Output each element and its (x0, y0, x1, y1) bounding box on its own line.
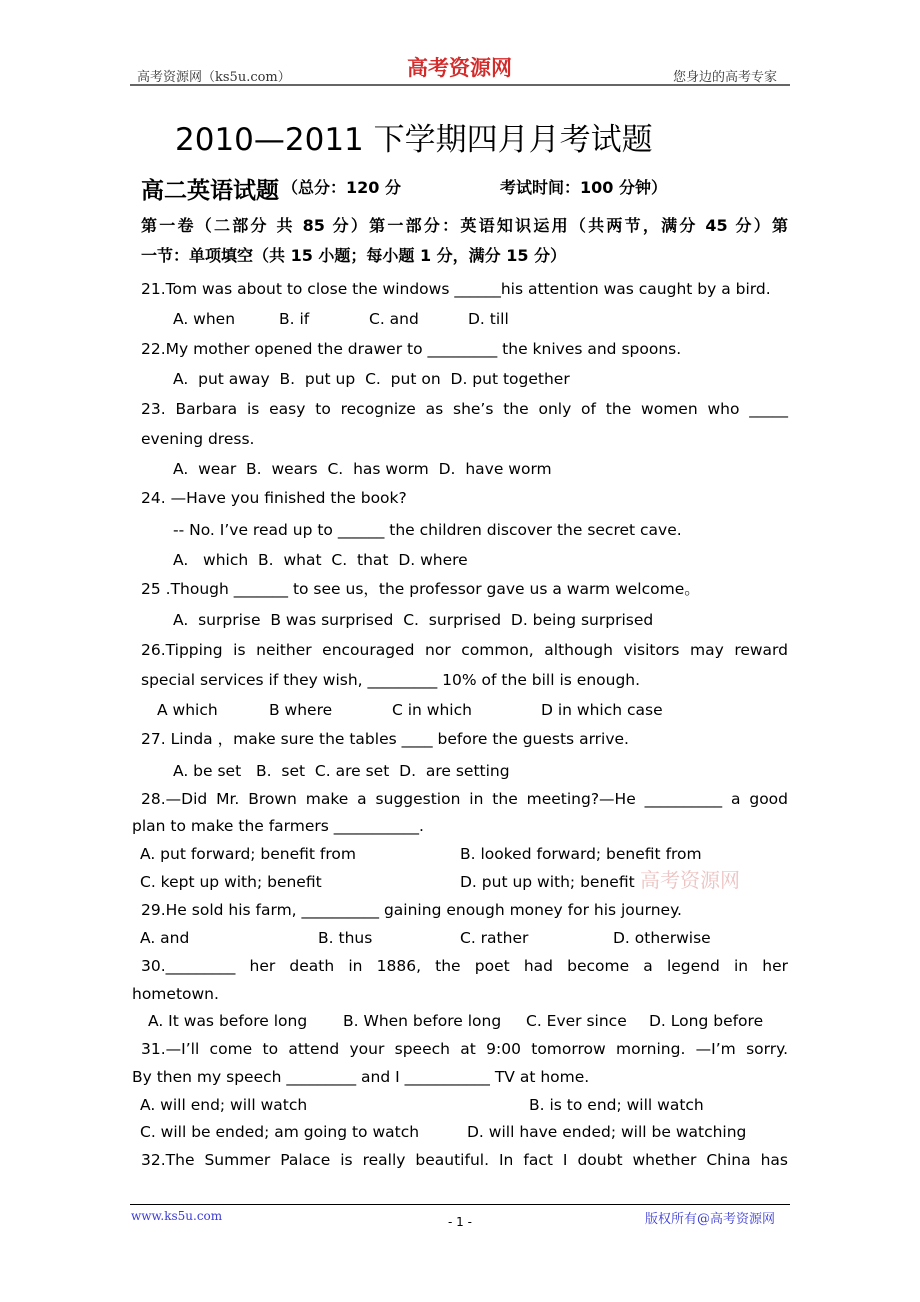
q30-stem-line2: hometown. (132, 985, 219, 1003)
q22-stem: 22.My mother opened the drawer to _________ the knives and spoons. (141, 340, 682, 358)
watermark: 高考资源网 (640, 868, 740, 892)
q29-option-c: C. rather (460, 929, 529, 947)
q24-stem-line1: 24. —Have you finished the book? (141, 489, 407, 507)
q26-stem-line1: 26.Tipping is neither encouraged nor common, although visitors may reward (141, 641, 788, 659)
q26-option-d: D in which case (541, 701, 663, 719)
q21-stem: 21.Tom was about to close the windows ______his attention was caught by a bird. (141, 280, 771, 298)
q25-stem: 25 .Though _______ to see us，the professor gave us a warm welcome。 (141, 580, 700, 598)
q21-option-d: D. till (468, 310, 509, 328)
q21-option-a: A. when (173, 310, 236, 328)
total-score: （总分：120 分 (282, 178, 401, 197)
header-right: 您身边的高考专家 (673, 70, 778, 85)
q31-option-b: B. is to end; will watch (529, 1096, 704, 1114)
q29-stem: 29.He sold his farm, __________ gaining enough money for his journey. (141, 901, 682, 919)
q24-options: A. which B. what C. that D. where (173, 551, 468, 569)
q27-options: A. be set B. set C. are set D. are setting (173, 762, 510, 780)
q28-option-c: C. kept up with; benefit (140, 873, 322, 891)
q30-option-c: C. Ever since (526, 1012, 627, 1030)
q23-options: A. wear B. wears C. has worm D. have worm (173, 460, 552, 478)
footer-link[interactable]: www.ks5u.com (131, 1209, 223, 1223)
q28-option-a: A. put forward; benefit from (140, 845, 357, 863)
q31-option-a: A. will end; will watch (140, 1096, 308, 1114)
q26-stem-line2: special services if they wish, _________ 10% of the bill is enough. (141, 671, 641, 689)
q25-options: A. surprise B was surprised C. surprised D. being surprised (173, 611, 654, 629)
q31-stem-line1: 31.—I’ll come to attend your speech at 9:00 tomorrow morning. —I’m sorry. (141, 1040, 788, 1058)
q31-option-d: D. will have ended; will be watching (467, 1123, 747, 1141)
q23-stem-line2: evening dress. (141, 430, 255, 448)
page-title: 2010—2011 下学期四月月考试题 (175, 122, 653, 158)
q28-stem-line1: 28.—Did Mr. Brown make a suggestion in the meeting?—He __________ a good (141, 790, 788, 808)
q30-stem-line1: 30._________ her death in 1886, the poet had become a legend in her (141, 957, 788, 975)
header-rule (130, 84, 790, 86)
subject-title: 高二英语试题 (141, 177, 279, 204)
q26-option-b: B where (269, 701, 333, 719)
q21-option-b: B. if (279, 310, 310, 328)
q29-option-d: D. otherwise (613, 929, 711, 947)
q22-options: A. put away B. put up C. put on D. put together (173, 370, 570, 388)
page-number: - 1 - (448, 1215, 472, 1229)
section-heading-line2: 一节：单项填空（共 15 小题；每小题 1 分，满分 15 分） (141, 246, 567, 265)
footer-copyright: 版权所有@高考资源网 (645, 1212, 776, 1227)
q24-stem-line2: -- No. I’ve read up to ______ the children discover the secret cave. (173, 521, 682, 539)
q26-option-c: C in which (392, 701, 472, 719)
q31-option-c: C. will be ended; am going to watch (140, 1123, 420, 1141)
q27-stem: 27. Linda ，make sure the tables ____ before the guests arrive. (141, 730, 629, 748)
q29-option-b: B. thus (318, 929, 373, 947)
header-logo: 高考资源网 (407, 55, 512, 80)
q31-stem-line2: By then my speech _________ and I ___________ TV at home. (132, 1068, 590, 1086)
section-heading-line1: 第一卷（二部分 共 85 分）第一部分：英语知识运用（共两节，满分 45 分）第 (141, 216, 788, 235)
q30-option-d: D. Long before (649, 1012, 764, 1030)
header-left: 高考资源网（ks5u.com） (137, 70, 291, 85)
q28-option-d: D. put up with; benefit (460, 873, 635, 891)
q30-option-b: B. When before long (343, 1012, 502, 1030)
q28-stem-line2: plan to make the farmers ___________. (132, 817, 424, 835)
footer-rule (130, 1204, 790, 1205)
q26-option-a: A which (157, 701, 218, 719)
q21-option-c: C. and (369, 310, 419, 328)
q32-stem-line1: 32.The Summer Palace is really beautiful. In fact I doubt whether China has (141, 1151, 788, 1169)
q23-stem-line1: 23. Barbara is easy to recognize as she’s the only of the women who _____ (141, 400, 788, 418)
exam-time: 考试时间：100 分钟） (500, 178, 667, 197)
q28-option-b: B. looked forward; benefit from (460, 845, 702, 863)
q30-option-a: A. It was before long (148, 1012, 308, 1030)
q29-option-a: A. and (140, 929, 190, 947)
